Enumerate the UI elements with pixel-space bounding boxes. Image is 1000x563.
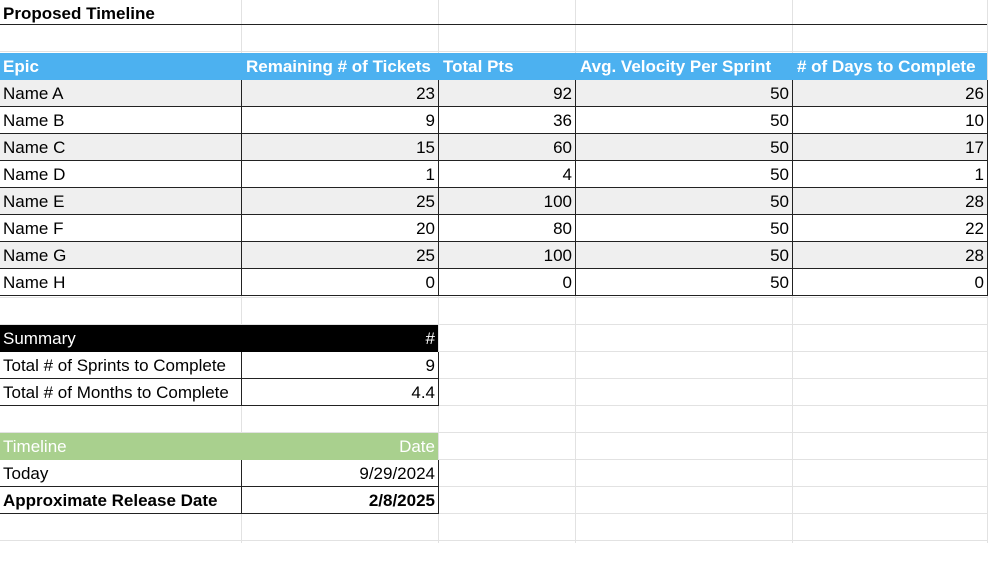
epic-name-cell[interactable]: Name A (0, 80, 242, 107)
epic-name-cell[interactable]: Name G (0, 242, 242, 269)
table-row (0, 80, 988, 107)
days-to-complete-cell[interactable]: 28 (793, 242, 988, 269)
avg-velocity-cell[interactable]: 50 (576, 215, 793, 242)
column-header-days-to-complete[interactable]: # of Days to Complete (797, 57, 976, 76)
days-to-complete-cell[interactable]: 26 (793, 80, 988, 107)
avg-velocity-cell[interactable]: 50 (576, 107, 793, 134)
table-row (0, 107, 988, 134)
summary-header-label[interactable]: Summary (3, 329, 76, 348)
total-pts-cell[interactable]: 60 (439, 134, 576, 161)
total-pts-cell[interactable]: 100 (439, 188, 576, 215)
gridline (0, 51, 987, 52)
days-to-complete-cell[interactable]: 17 (793, 134, 988, 161)
title-underline (0, 24, 987, 25)
table-row (0, 242, 988, 269)
remaining-tickets-cell[interactable]: 25 (242, 242, 439, 269)
remaining-tickets-cell[interactable]: 25 (242, 188, 439, 215)
remaining-tickets-cell[interactable]: 1 (242, 161, 439, 188)
total-pts-cell[interactable]: 0 (439, 269, 576, 296)
total-pts-cell[interactable]: 92 (439, 80, 576, 107)
column-header-total-pts[interactable]: Total Pts (443, 57, 514, 76)
column-header-remaining-tickets[interactable]: Remaining # of Tickets (246, 57, 431, 76)
epic-name-cell[interactable]: Name C (0, 134, 242, 161)
total-pts-cell[interactable]: 36 (439, 107, 576, 134)
column-header-epic[interactable]: Epic (3, 57, 39, 76)
summary-label-sprints[interactable]: Total # of Sprints to Complete (0, 352, 242, 379)
remaining-tickets-cell[interactable]: 0 (242, 269, 439, 296)
epic-name-cell[interactable]: Name B (0, 107, 242, 134)
avg-velocity-cell[interactable]: 50 (576, 188, 793, 215)
epic-name-cell[interactable]: Name D (0, 161, 242, 188)
remaining-tickets-cell[interactable]: 15 (242, 134, 439, 161)
timeline-release-label[interactable]: Approximate Release Date (0, 487, 242, 514)
epic-table-header (0, 53, 987, 80)
timeline-header-value[interactable]: Date (399, 437, 435, 456)
total-pts-cell[interactable]: 80 (439, 215, 576, 242)
summary-header (0, 325, 438, 352)
remaining-tickets-cell[interactable]: 20 (242, 215, 439, 242)
table-row (0, 134, 988, 161)
timeline-header (0, 433, 438, 460)
timeline-release-value[interactable]: 2/8/2025 (242, 487, 439, 514)
epic-name-cell[interactable]: Name E (0, 188, 242, 215)
timeline-today-label[interactable]: Today (0, 460, 242, 487)
epic-name-cell[interactable]: Name H (0, 269, 242, 296)
table-row (0, 215, 988, 242)
epic-name-cell[interactable]: Name F (0, 215, 242, 242)
avg-velocity-cell[interactable]: 50 (576, 161, 793, 188)
summary-header-value[interactable]: # (425, 329, 435, 348)
avg-velocity-cell[interactable]: 50 (576, 269, 793, 296)
gridline (0, 297, 987, 298)
timeline-today-value[interactable]: 9/29/2024 (242, 460, 439, 487)
summary-value-months[interactable]: 4.4 (242, 379, 439, 406)
remaining-tickets-cell[interactable]: 23 (242, 80, 439, 107)
gridline (0, 540, 987, 541)
total-pts-cell[interactable]: 4 (439, 161, 576, 188)
days-to-complete-cell[interactable]: 0 (793, 269, 988, 296)
total-pts-cell[interactable]: 100 (439, 242, 576, 269)
avg-velocity-cell[interactable]: 50 (576, 134, 793, 161)
table-row (0, 269, 988, 296)
table-row (0, 161, 988, 188)
page-title[interactable]: Proposed Timeline (3, 4, 155, 23)
days-to-complete-cell[interactable]: 1 (793, 161, 988, 188)
avg-velocity-cell[interactable]: 50 (576, 242, 793, 269)
remaining-tickets-cell[interactable]: 9 (242, 107, 439, 134)
summary-label-months[interactable]: Total # of Months to Complete (0, 379, 242, 406)
timeline-header-label[interactable]: Timeline (3, 437, 67, 456)
days-to-complete-cell[interactable]: 10 (793, 107, 988, 134)
avg-velocity-cell[interactable]: 50 (576, 80, 793, 107)
days-to-complete-cell[interactable]: 28 (793, 188, 988, 215)
column-header-avg-velocity[interactable]: Avg. Velocity Per Sprint (580, 57, 772, 76)
table-row (0, 188, 988, 215)
days-to-complete-cell[interactable]: 22 (793, 215, 988, 242)
summary-value-sprints[interactable]: 9 (242, 352, 439, 379)
